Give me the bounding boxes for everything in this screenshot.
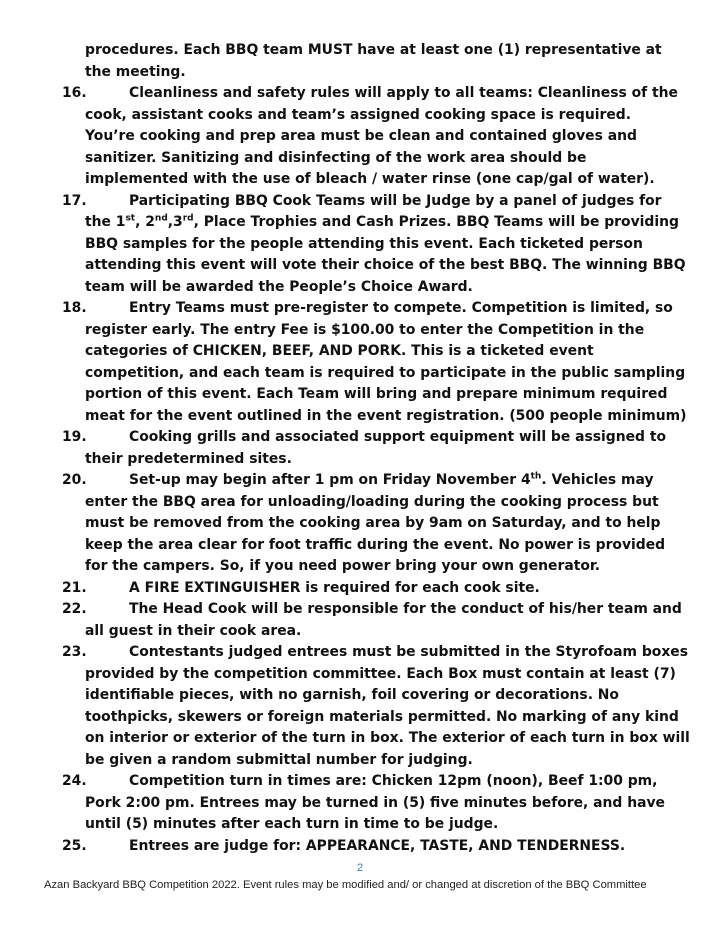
rule-text: toothpicks, skewers or foreign materials permitted. No marking of any kind [85, 708, 679, 725]
rule-text: Competition turn in times are: Chicken 12pm (noon), Beef 1:00 pm, [129, 773, 658, 789]
rule-number: 19. [62, 429, 87, 445]
rule-text: competition, and each team is required to participate in the public sampling [85, 364, 686, 381]
rule-text: Cooking grills and associated support equipment will be assigned to [129, 429, 667, 445]
rule-line [0, 535, 720, 557]
ordinal-suffix: rd [182, 213, 194, 224]
rule-text: BBQ samples for the people attending this event. Each ticketed person [85, 235, 643, 252]
text-segment: , 2 [135, 214, 155, 230]
rule-text: Entrees are judge for: APPEARANCE, TASTE, AND TENDERNESS. [129, 837, 626, 854]
rule-text: team will be awarded the People’s Choice Award. [85, 278, 473, 295]
rule-number: 21. [62, 579, 87, 596]
rule-line-numbered [0, 771, 720, 793]
rule-line [0, 320, 720, 342]
ordinal-suffix: nd [154, 213, 168, 224]
rule-number: 16. [62, 85, 87, 101]
rule-line-numbered [0, 470, 720, 492]
rule-line [0, 556, 720, 578]
rule-text: portion of this event. Each Team will bring and prepare minimum required [85, 386, 668, 402]
text-segment: . Vehicles may [541, 472, 654, 488]
rule-line [0, 728, 720, 750]
rule-text: must be removed from the cooking area by 9am on Saturday, and to help [85, 515, 661, 531]
rule-line [0, 492, 720, 514]
rule-line [0, 406, 720, 428]
rule-text: cook, assistant cooks and team’s assigned cooking space is required. [85, 106, 631, 123]
rule-text: implemented with the use of bleach / water rinse (one cap/gal of water). [85, 171, 655, 187]
rule-text: The Head Cook will be responsible for the conduct of his/her team and [129, 601, 682, 617]
rule-text: be given a random submittal number for judging. [85, 751, 473, 768]
rule-line [0, 793, 720, 815]
rule-text: keep the area clear for foot traffic during the event. No power is provided [85, 536, 666, 553]
rule-number: 24. [62, 773, 87, 789]
rule-line-numbered [0, 836, 720, 858]
ordinal-suffix: th [530, 471, 542, 482]
rule-line-numbered [0, 599, 720, 621]
rule-line [0, 169, 720, 191]
rule-text: Entry Teams must pre-register to compete. Competition is limited, so [129, 300, 673, 316]
rule-line [0, 277, 720, 299]
rule-number: 23. [62, 644, 87, 660]
rule-line [0, 255, 720, 277]
rule-line [0, 621, 720, 643]
rule-line [0, 126, 720, 148]
rule-line [0, 707, 720, 729]
rule-text [129, 470, 654, 492]
rule-line [0, 363, 720, 385]
rule-line-numbered [0, 191, 720, 213]
text-segment: , Place Trophies and Cash Prizes. BBQ Teams will be providing [193, 214, 679, 230]
rule-line [0, 449, 720, 471]
rule-text: their predetermined sites. [85, 450, 292, 467]
page-number: 2 [356, 862, 364, 874]
rule-text: meat for the event outlined in the event registration. (500 people minimum) [85, 407, 687, 424]
text-segment: Set-up may begin after 1 pm on Friday November 4 [129, 472, 531, 488]
rule-text: the meeting. [85, 63, 186, 80]
rule-text: Pork 2:00 pm. Entrees may be turned in (5) five minutes before, and have [85, 794, 665, 811]
rule-line-numbered [0, 578, 720, 600]
rule-text: attending this event will vote their choice of the best BBQ. The winning BBQ [85, 257, 686, 273]
rule-line-numbered [0, 298, 720, 320]
rule-line-numbered [0, 642, 720, 664]
rule-line-numbered [0, 83, 720, 105]
rule-number: 25. [62, 837, 87, 854]
rule-line [0, 148, 720, 170]
rule-text: Contestants judged entrees must be submitted in the Styrofoam boxes [129, 644, 688, 660]
ordinal-suffix: st [125, 213, 136, 224]
rule-text: Cleanliness and safety rules will apply to all teams: Cleanliness of the [129, 85, 678, 101]
rule-line [0, 384, 720, 406]
rule-text: until (5) minutes after each turn in time to be judge. [85, 816, 499, 832]
rule-line [0, 40, 720, 62]
rule-line [0, 750, 720, 772]
rule-text: categories of CHICKEN, BEEF, AND PORK. This is a ticketed event [85, 343, 594, 359]
rule-number: 17. [62, 192, 87, 209]
rule-number: 22. [62, 601, 87, 617]
text-segment: the 1 [85, 214, 126, 230]
rule-text: procedures. Each BBQ team MUST have at least one (1) representative at [85, 42, 662, 58]
rule-number: 18. [62, 300, 87, 316]
rule-number: 20. [62, 472, 87, 488]
rule-line [0, 664, 720, 686]
rule-text: on interior or exterior of the turn in box. The exterior of each turn in box will [85, 730, 690, 746]
rule-line [0, 685, 720, 707]
rule-text: Participating BBQ Cook Teams will be Judge by a panel of judges for [129, 192, 662, 209]
rule-line [0, 105, 720, 127]
rule-line [0, 513, 720, 535]
rule-line [0, 212, 720, 234]
rule-line [0, 341, 720, 363]
rule-line [0, 234, 720, 256]
rule-text: provided by the competition committee. Each Box must contain at least (7) [85, 665, 676, 682]
rule-line [0, 814, 720, 836]
rule-text: A FIRE EXTINGUISHER is required for each cook site. [129, 579, 540, 596]
rule-text: enter the BBQ area for unloading/loading during the cooking process but [85, 493, 659, 510]
rule-text: for the campers. So, if you need power bring your own generator. [85, 558, 601, 574]
rule-text: identifiable pieces, with no garnish, foil covering or decorations. No [85, 687, 619, 703]
rule-text: all guest in their cook area. [85, 622, 302, 639]
text-segment: ,3 [167, 214, 183, 230]
rule-text: register early. The entry Fee is $100.00 to enter the Competition in the [85, 321, 645, 338]
rule-text: You’re cooking and prep area must be clean and contained gloves and [85, 128, 637, 144]
rule-text: sanitizer. Sanitizing and disinfecting of the work area should be [85, 149, 587, 166]
rule-line [0, 62, 720, 84]
page-footer: Azan Backyard BBQ Competition 2022. Event rules may be modified and/ or changed at discretion of the BBQ Committee [44, 879, 647, 891]
rule-text [85, 212, 679, 234]
rules-list [0, 40, 720, 857]
rule-line-numbered [0, 427, 720, 449]
